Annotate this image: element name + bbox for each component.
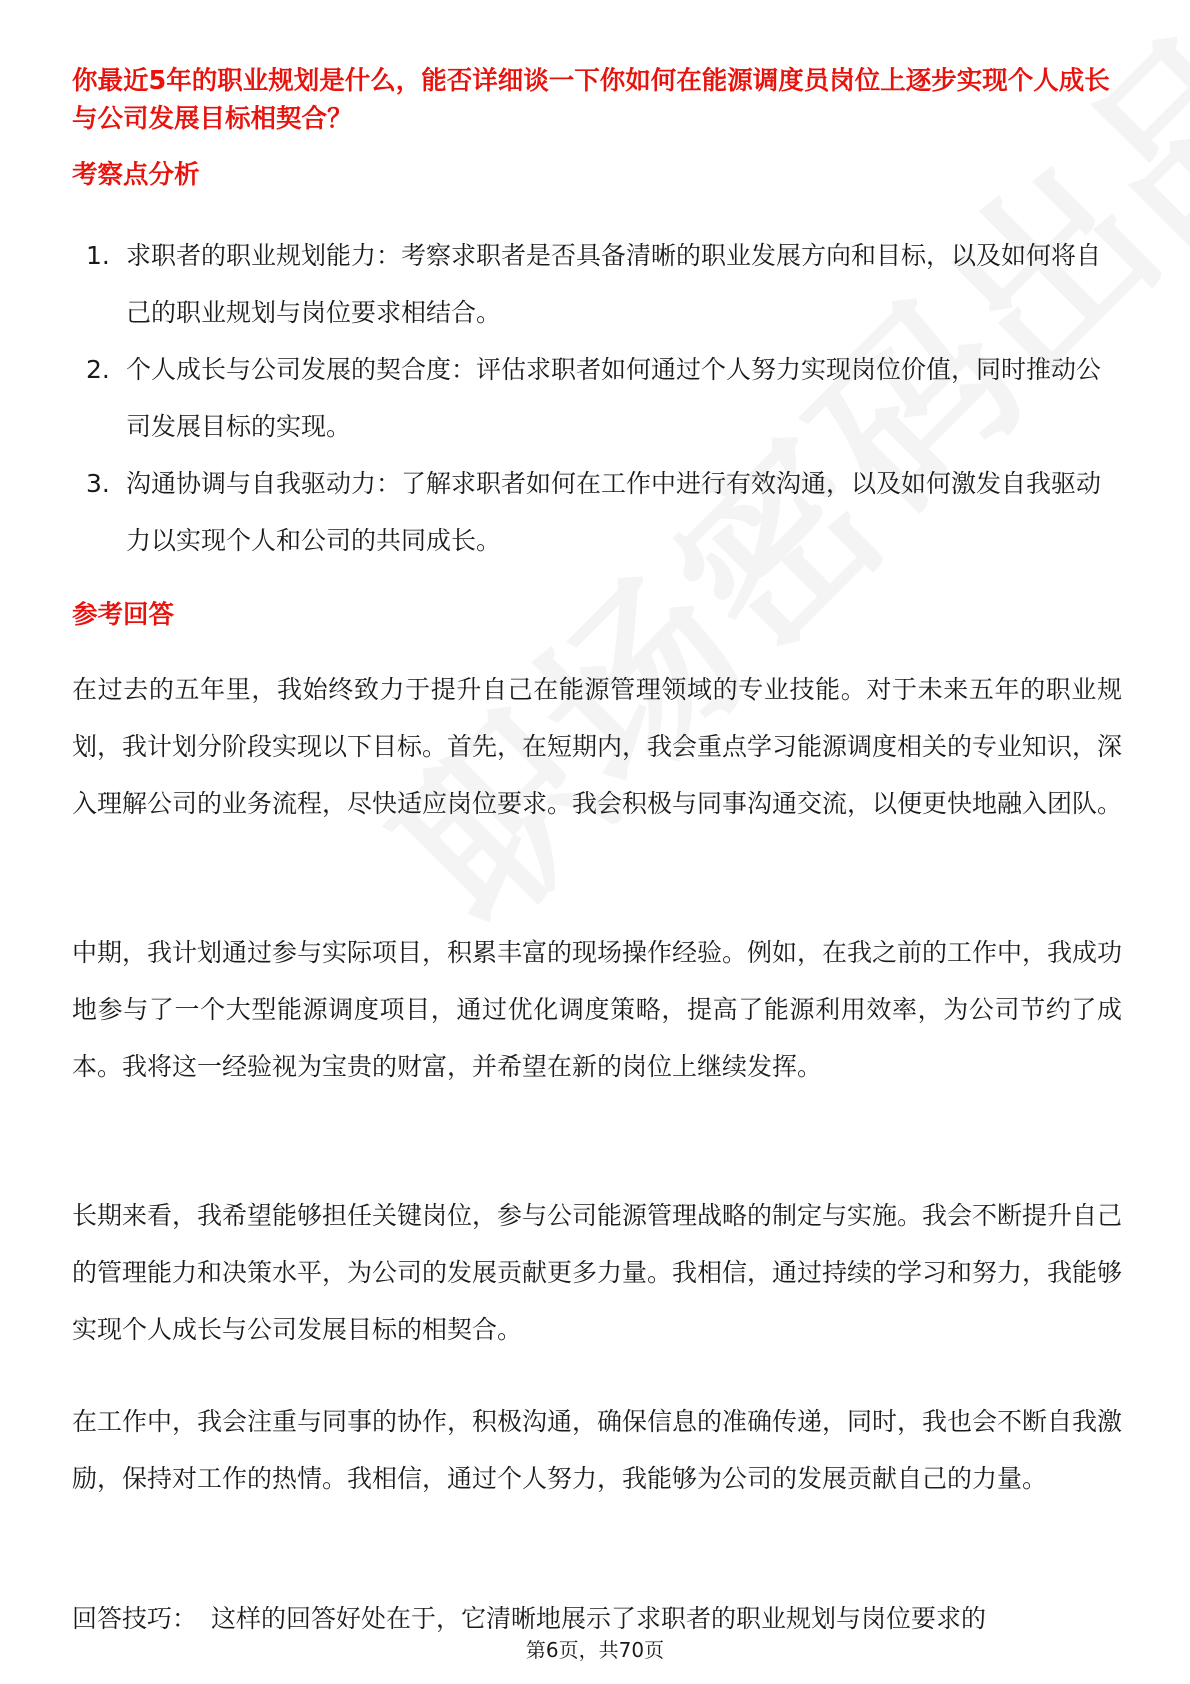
answer-paragraph: 在过去的五年里，我始终致力于提升自己在能源管理领域的专业技能。对于未来五年的职业规划，我计划分阶段实现以下目标。首先，在短期内，我会重点学习能源调度相关的专业知识，深入理解公司的业务流程，尽快适应岗位要求。我会积极与同事沟通交流，以便更快地融入团队。: [72, 675, 1123, 818]
answer-paragraph: 长期来看，我希望能够担任关键岗位，参与公司能源管理战略的制定与实施。我会不断提升自己的管理能力和决策水平，为公司的发展贡献更多力量。我相信，通过持续的学习和努力，我能够实现个人成长与公司发展目标的相契合。: [72, 1201, 1123, 1344]
analysis-point: [72, 455, 1122, 569]
analysis-heading: 考察点分析: [72, 160, 200, 190]
analysis-point: [72, 227, 1122, 341]
page-number: 第6页，共70页: [525, 1638, 665, 1662]
analysis-list: [72, 227, 1122, 569]
answer-paragraph: 中期，我计划通过参与实际项目，积累丰富的现场操作经验。例如，在我之前的工作中，我成功地参与了一个大型能源调度项目，通过优化调度策略，提高了能源利用效率，为公司节约了成本。我将这一经验视为宝贵的财富，并希望在新的岗位上继续发挥。: [72, 938, 1123, 1081]
point-number: 2.: [86, 355, 110, 384]
point-text: 沟通协调与自我驱动力：了解求职者如何在工作中进行有效沟通，以及如何激发自我驱动力以实现个人和公司的共同成长。: [126, 469, 1102, 555]
tip-text: 这样的回答好处在于，它清晰地展示了求职者的职业规划与岗位要求的: [211, 1604, 987, 1633]
answer-tip: [72, 1599, 1132, 1639]
point-text: 个人成长与公司发展的契合度：评估求职者如何通过个人努力实现岗位价值，同时推动公司发展目标的实现。: [126, 355, 1102, 441]
reference-heading: 参考回答: [72, 600, 175, 630]
point-number: 1.: [86, 241, 110, 270]
point-text: 求职者的职业规划能力：考察求职者是否具备清晰的职业发展方向和目标，以及如何将自己的职业规划与岗位要求相结合。: [126, 241, 1102, 327]
analysis-point: [72, 341, 1122, 455]
point-number: 3.: [86, 469, 110, 498]
answer-paragraph: 在工作中，我会注重与同事的协作，积极沟通，确保信息的准确传递，同时，我也会不断自我激励，保持对工作的热情。我相信，通过个人努力，我能够为公司的发展贡献自己的力量。: [72, 1407, 1123, 1493]
question-title: 你最近5年的职业规划是什么，能否详细谈一下你如何在能源调度员岗位上逐步实现个人成长与公司发展目标相契合？: [72, 66, 1110, 134]
tip-label: 回答技巧：: [72, 1604, 198, 1633]
